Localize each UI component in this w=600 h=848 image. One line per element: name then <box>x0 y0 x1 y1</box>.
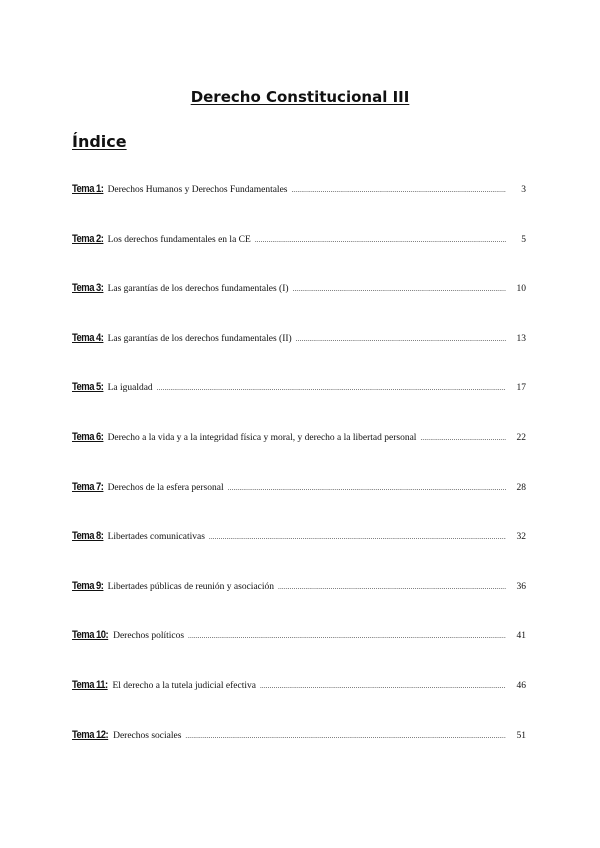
toc-entry-label: Tema 7: <box>72 480 104 493</box>
toc-entry-label: Tema 4: <box>72 331 104 344</box>
toc-entry-title: Las garantías de los derechos fundamentales (II) <box>107 333 292 344</box>
toc-entry-label: Tema 12: <box>72 728 109 741</box>
toc-entry-title: La igualdad <box>107 383 153 394</box>
toc-entry-6[interactable] <box>72 431 530 481</box>
document-title: Derecho Constitucional III <box>190 88 410 106</box>
toc-dot-leader <box>293 285 506 293</box>
toc-entry-8[interactable] <box>72 530 530 580</box>
toc-entry-title: Derecho a la vida y a la integridad física y moral, y derecho a la libertad personal <box>107 432 417 443</box>
toc-entry-page: 10 <box>516 284 526 295</box>
toc-entry-title: Derechos sociales <box>113 730 182 741</box>
toc-entry-1[interactable] <box>72 183 530 233</box>
table-of-contents <box>72 183 530 778</box>
toc-entry-page: 17 <box>516 383 526 394</box>
toc-entry-12[interactable] <box>72 729 530 779</box>
toc-entry-title: Derechos de la esfera personal <box>107 482 224 493</box>
toc-entry-label: Tema 9: <box>72 579 104 592</box>
toc-entry-label: Tema 11: <box>72 678 108 691</box>
toc-entry-page: 46 <box>516 680 526 691</box>
toc-entry-page: 51 <box>516 730 526 741</box>
toc-dot-leader <box>278 583 506 591</box>
toc-entry-page: 22 <box>516 432 526 443</box>
toc-entry-page: 32 <box>516 532 526 543</box>
toc-entry-page: 36 <box>516 581 526 592</box>
toc-entry-title: El derecho a la tutela judicial efectiva <box>112 680 256 691</box>
toc-entry-page: 28 <box>516 482 526 493</box>
toc-dot-leader <box>157 384 506 392</box>
toc-entry-4[interactable] <box>72 332 530 382</box>
toc-dot-leader <box>420 434 506 442</box>
toc-entry-7[interactable] <box>72 481 530 531</box>
toc-entry-title: Derechos Humanos y Derechos Fundamentales <box>107 185 288 195</box>
toc-entry-3[interactable] <box>72 282 530 332</box>
toc-dot-leader <box>255 236 506 244</box>
toc-entry-label: Tema 1: <box>72 183 104 195</box>
toc-entry-label: Tema 5: <box>72 381 104 394</box>
toc-entry-label: Tema 3: <box>72 282 104 295</box>
toc-entry-10[interactable] <box>72 629 530 679</box>
toc-dot-leader <box>260 682 506 690</box>
toc-entry-2[interactable] <box>72 233 530 283</box>
toc-dot-leader <box>209 533 506 541</box>
toc-dot-leader <box>185 732 506 740</box>
toc-entry-label: Tema 6: <box>72 430 104 443</box>
index-heading: Índice <box>72 132 127 151</box>
toc-entry-title: Libertades públicas de reunión y asociación <box>107 581 275 592</box>
toc-entry-label: Tema 8: <box>72 530 104 543</box>
toc-dot-leader <box>296 335 506 343</box>
toc-entry-title: Libertades comunicativas <box>107 532 205 543</box>
toc-entry-page: 41 <box>516 631 526 642</box>
toc-entry-label: Tema 10: <box>72 629 109 642</box>
toc-entry-page: 13 <box>516 333 526 344</box>
toc-entry-label: Tema 2: <box>72 232 104 245</box>
toc-entry-5[interactable] <box>72 381 530 431</box>
toc-entry-11[interactable] <box>72 679 530 729</box>
toc-dot-leader <box>228 484 506 492</box>
toc-dot-leader <box>291 186 506 194</box>
toc-entry-title: Derechos políticos <box>113 631 185 642</box>
toc-entry-title: Las garantías de los derechos fundamentales (I) <box>107 284 289 295</box>
toc-entry-page: 3 <box>521 185 526 195</box>
toc-entry-page: 5 <box>521 234 526 245</box>
toc-dot-leader <box>188 632 506 640</box>
toc-entry-9[interactable] <box>72 580 530 630</box>
toc-entry-title: Los derechos fundamentales en la CE <box>107 234 251 245</box>
